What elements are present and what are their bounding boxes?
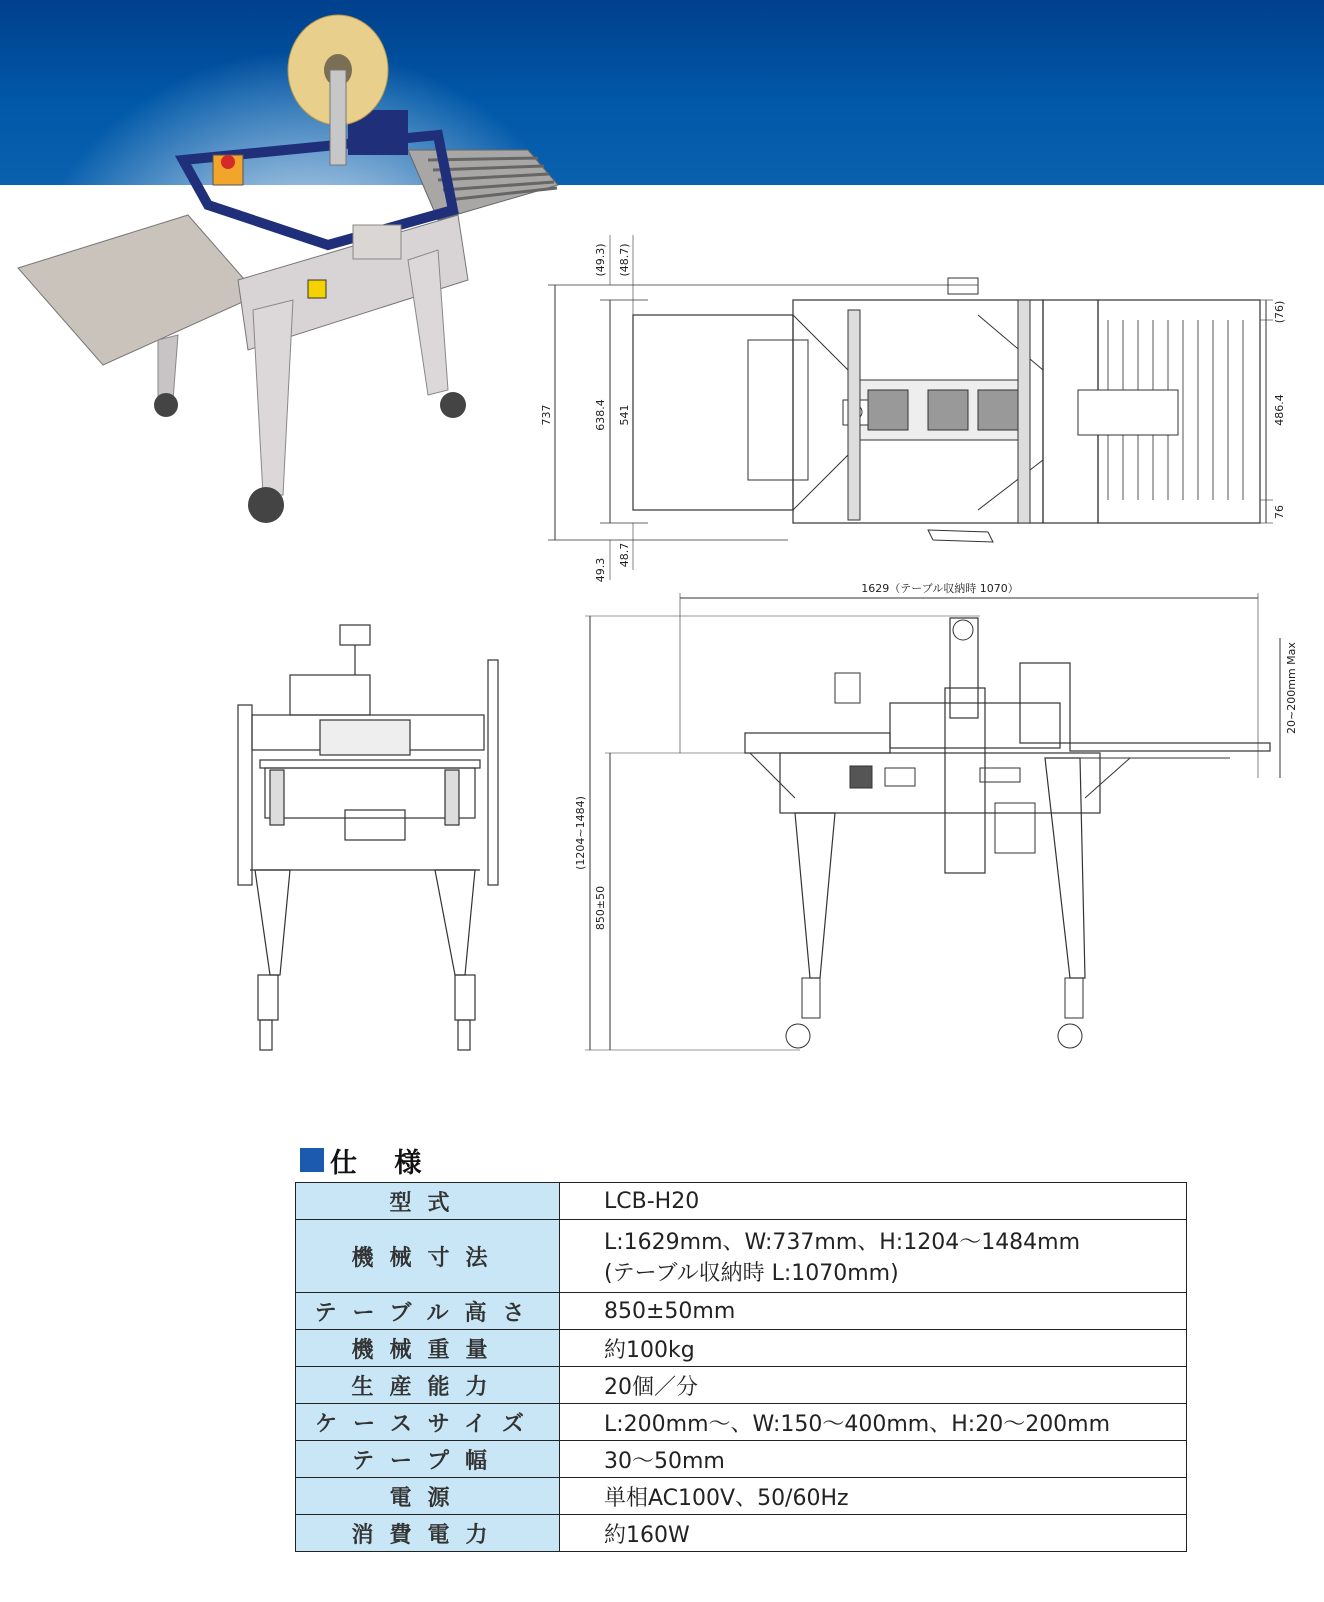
dim-48-7-bottom: 48.7 (618, 542, 631, 568)
spec-value: 約160W (560, 1515, 1187, 1552)
spec-label: 生産能力 (296, 1367, 560, 1404)
spec-heading (300, 1142, 435, 1178)
spec-label: 型式 (296, 1183, 560, 1220)
table-row (296, 1441, 1187, 1478)
table-row (296, 1478, 1187, 1515)
spec-value: 20個／分 (560, 1367, 1187, 1404)
table-row (296, 1515, 1187, 1552)
table-row (296, 1367, 1187, 1404)
table-row (296, 1404, 1187, 1441)
spec-label: 機械寸法 (296, 1220, 560, 1293)
dim-height-range: (1204~1484) (574, 796, 587, 870)
spec-label: ケースサイズ (296, 1404, 560, 1441)
dim-541: 541 (618, 404, 631, 426)
spec-value: 850±50mm (560, 1293, 1187, 1330)
spec-label: 機械重量 (296, 1330, 560, 1367)
spec-value: 約100kg (560, 1330, 1187, 1367)
table-row (296, 1330, 1187, 1367)
dim-stroke: 20~200mm Max (1285, 642, 1298, 734)
spec-value: L:200mm～、W:150～400mm、H:20～200mm (560, 1404, 1187, 1441)
spec-value-line2: (テーブル収納時 L:1070mm) (604, 1261, 899, 1286)
spec-value: 単相AC100V、50/60Hz (560, 1478, 1187, 1515)
spec-title: 仕 様 (330, 1147, 436, 1179)
dim-length: 1629（テーブル収納時 1070） (861, 582, 1019, 595)
dim-49-3-bottom: 49.3 (594, 557, 607, 583)
spec-value: 30～50mm (560, 1441, 1187, 1478)
table-row (296, 1183, 1187, 1220)
dim-48-7-top: (48.7) (618, 243, 631, 277)
spec-value (560, 1220, 1187, 1293)
dim-638-4: 638.4 (594, 399, 607, 431)
dim-737: 737 (540, 404, 553, 426)
machine-photo (8, 10, 578, 555)
dim-49-3-top: (49.3) (594, 243, 607, 277)
spec-table (295, 1182, 1187, 1552)
spec-value: LCB-H20 (560, 1183, 1187, 1220)
top-view-drawing (538, 220, 1308, 605)
side-view-drawing (574, 578, 1310, 1083)
table-row (296, 1220, 1187, 1293)
dim-486-4: 486.4 (1273, 394, 1286, 426)
spec-label: 電源 (296, 1478, 560, 1515)
spec-label: テーブル高さ (296, 1293, 560, 1330)
dim-table-height: 850±50 (594, 885, 607, 931)
dim-76-bottom: 76 (1273, 505, 1286, 519)
dim-76-top: (76) (1273, 300, 1286, 324)
spec-label: 消費電力 (296, 1515, 560, 1552)
spec-value-line1: L:1629mm、W:737mm、H:1204～1484mm (604, 1230, 1081, 1255)
heading-square-icon (300, 1148, 324, 1172)
spec-label: テープ幅 (296, 1441, 560, 1478)
table-row (296, 1293, 1187, 1330)
front-view-drawing (230, 620, 520, 1080)
